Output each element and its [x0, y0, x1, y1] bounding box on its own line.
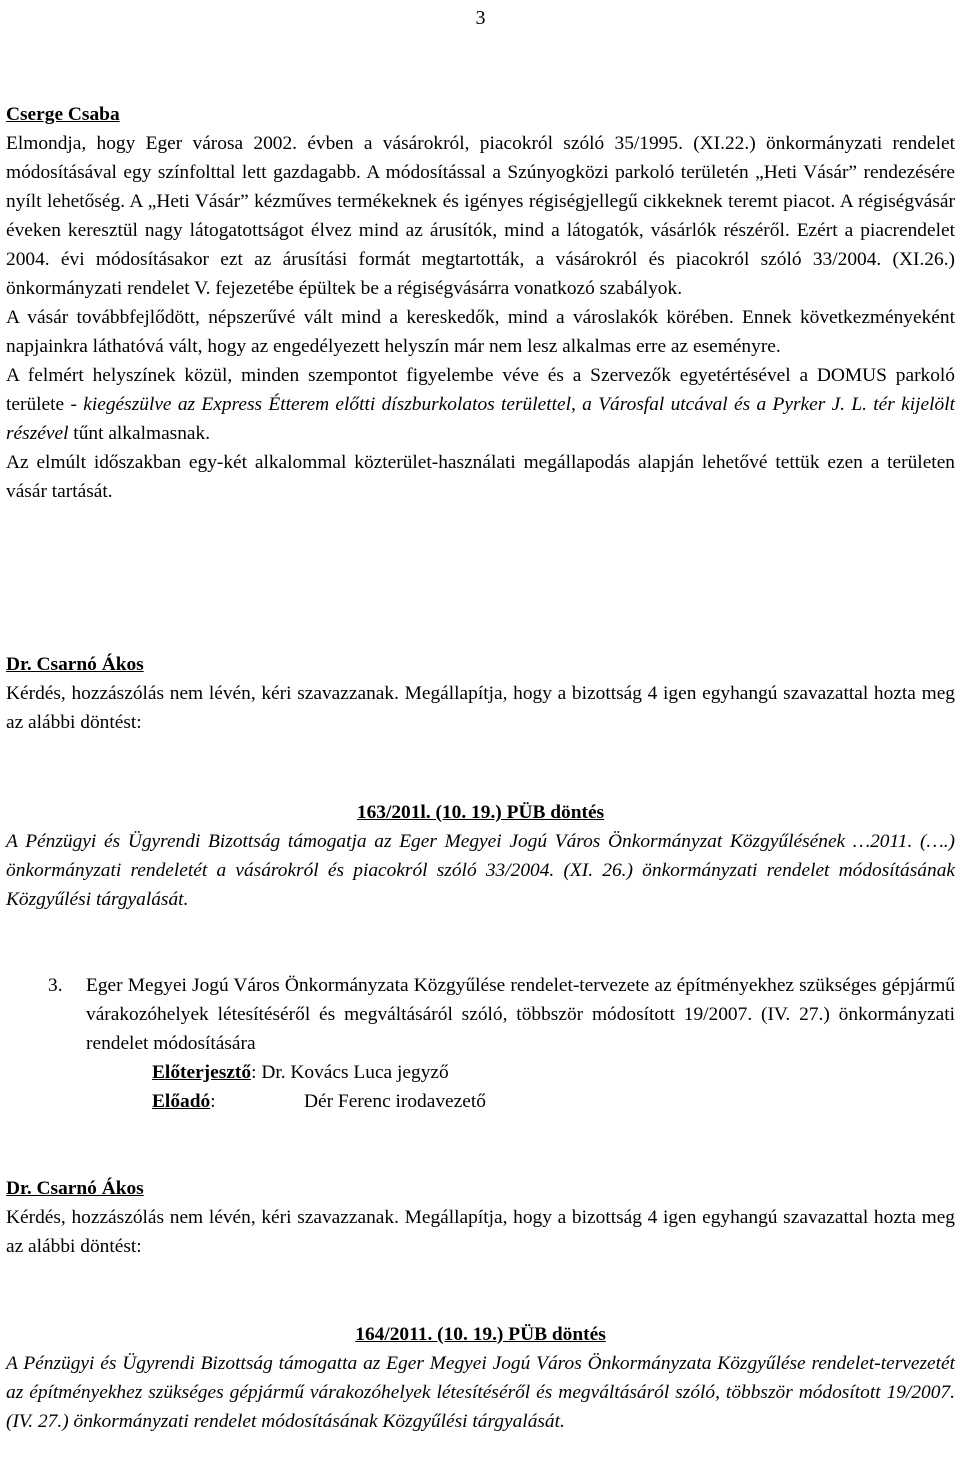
paragraph: A vásár továbbfejlődött, népszerűvé vált mind a kereskedők, mind a városlakók körében. Ennek következményeként napjainkra láthatóvá vált, hogy az engedélyezett helyszín már nem lesz alkalmas erre az eseményre. — [6, 307, 955, 357]
colon: : — [251, 1062, 262, 1083]
colon: : — [210, 1091, 216, 1112]
decision-text: A Pénzügyi és Ügyrendi Bizottság támogatta az Eger Megyei Jogú Város Önkormányzata Közgyűlése rendelet-tervezetét az építményekhez szükséges gépjármű várakozóhelyek létesítéséről és megváltásáról szóló, többször módosított 19/2007. (IV. 27.) önkormányzati rendelet módosításának Közgyűlési tárgyalását. — [6, 1353, 955, 1432]
presenter-value: Dr. Kovács Luca jegyző — [261, 1062, 449, 1083]
decision-title: 164/2011. (10. 19.) PÜB döntés — [355, 1324, 606, 1345]
decision-163 — [6, 798, 955, 914]
italic-text-run: kiegészülve az Express Étterem előtti díszburkolatos területtel, a Városfal utcával és a Pyrker J. L. tér kijelölt részével — [6, 394, 956, 444]
paragraph: Az elmúlt időszakban egy-két alkalommal közterület-használati megállapodás alapján lehetővé tettük ezen a területen vásár tartását. — [6, 452, 955, 502]
speaker-row — [152, 1087, 852, 1116]
speaker-section-csarno-2 — [6, 1174, 955, 1261]
agenda-text: Eger Megyei Jogú Város Önkormányzata Közgyűlése rendelet-tervezete az építményekhez szükséges gépjármű várakozóhelyek létesítéséről és megváltásáról szóló, többször módosított 19/2007. (IV. 27.) önkormányzati rendelet módosítására — [86, 975, 955, 1054]
decision-164 — [6, 1320, 955, 1436]
presenter-row — [152, 1058, 852, 1087]
speaker-name: Dr. Csarnó Ákos — [6, 654, 144, 675]
text-run: tűnt alkalmasnak. — [68, 423, 211, 444]
presenter-label: Előterjesztő — [152, 1062, 252, 1083]
speaker-value: Dér Ferenc irodavezető — [304, 1091, 486, 1112]
decision-text: A Pénzügyi és Ügyrendi Bizottság támogatja az Eger Megyei Jogú Város Önkormányzat Közgyűlésének …2011. (….) önkormányzati rendeletét a vásárokról és piacokról szóló 33/2004. (XI. 26.) önkormányzati rendelet módosításának Közgyűlési tárgyalását. — [6, 831, 955, 910]
speaker-name: Cserge Csaba — [6, 104, 120, 125]
paragraph: Kérdés, hozzászólás nem lévén, kéri szavazzanak. Megállapítja, hogy a bizottság 4 igen egyhangú szavazattal hozta meg az alábbi döntést: — [6, 683, 955, 733]
speaker-section-cserge — [6, 100, 955, 506]
agenda-item-3 — [6, 971, 955, 1121]
page-number: 3 — [475, 7, 486, 29]
speaker-name: Dr. Csarnó Ákos — [6, 1178, 144, 1199]
paragraph: Kérdés, hozzászólás nem lévén, kéri szavazzanak. Megállapítja, hogy a bizottság 4 igen egyhangú szavazattal hozta meg az alábbi döntést: — [6, 1207, 955, 1257]
agenda-number: 3. — [48, 975, 63, 996]
speaker-label: Előadó — [152, 1091, 211, 1112]
paragraph — [6, 361, 955, 448]
paragraph: Elmondja, hogy Eger városa 2002. évben a vásárokról, piacokról szóló 35/1995. (XI.22.) önkormányzati rendelet módosításával egy színfolttal lett gazdagabb. A módosítással a Szúnyogközi parkoló területén „Heti Vásár” rendezésére nyílt lehetőség. A „Heti Vásár” kézműves termékeknek és igényes régiségjellegű cikkeknek teremt piacot. A régiségvásár éveken keresztül nagy látogatottságot élvez mind az árusítók, mind a látogatók, vásárlók részéről. Ezért a piacrendelet 2004. évi módosításakor ezt az árusítási formát megtartották, a vásárokról és piacokról szóló 33/2004. (XI.26.) önkormányzati rendelet V. fejezetébe épültek be a régiségvásárra vonatkozó szabályok. — [6, 133, 955, 299]
text-run: A felmért helyszínek közül, minden szempontot figyelembe véve és a Szervezők egyetértésével a DOMUS parkoló területe - — [6, 365, 955, 415]
decision-title: 163/201l. (10. 19.) PÜB döntés — [356, 802, 605, 823]
speaker-section-csarno-1 — [6, 650, 955, 737]
